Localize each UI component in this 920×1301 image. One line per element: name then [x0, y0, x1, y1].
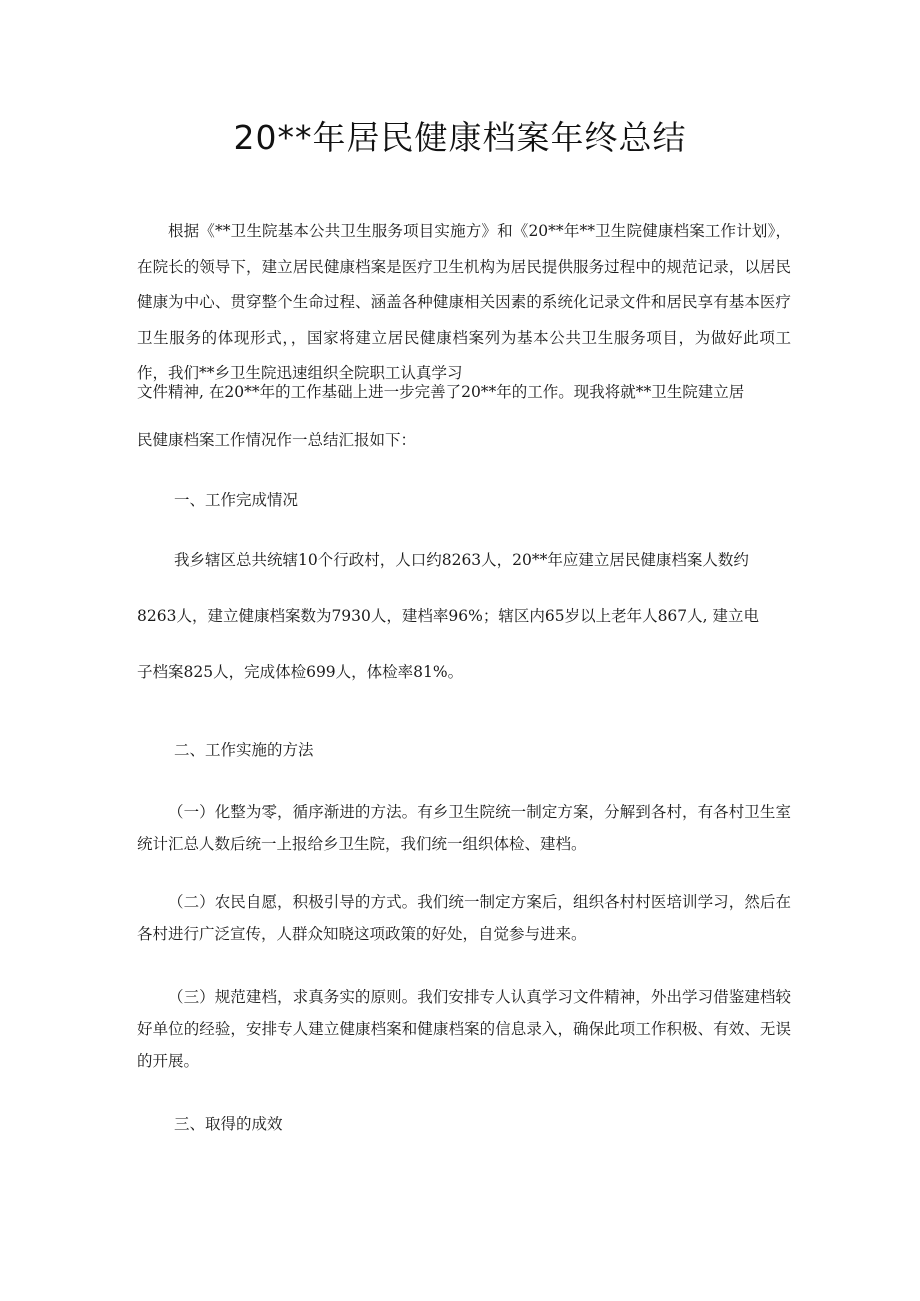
section-1-heading: 一、工作完成情况 [174, 491, 299, 509]
section-1-line-2: 8263人，建立健康档案数为7930人，建档率96%；辖区内65岁以上老年人867人, 建立电 [137, 607, 760, 625]
section-2-item-2 [137, 886, 791, 950]
section-3-heading: 三、取得的成效 [174, 1115, 283, 1133]
section-2-item-3 [137, 981, 791, 1077]
section-2-heading: 二、工作实施的方法 [174, 741, 314, 759]
document-title: 20**年居民健康档案年终总结 [233, 118, 687, 157]
section-2-item-2-text: （二）农民自愿，积极引导的方式。我们统一制定方案后，组织各村村医培训学习，然后在各村进行广泛宣传，人群众知晓这项政策的好处，自觉参与进来。 [137, 893, 791, 943]
intro-continuation-2: 民健康档案工作情况作一总结汇报如下： [137, 431, 417, 449]
intro-continuation-1: 文件精神, 在20**年的工作基础上进一步完善了20**年的工作。现我将就**卫生院建立居 [137, 383, 745, 401]
intro-text: 根据《**卫生院基本公共卫生服务项目实施方》和《20**年**卫生院健康档案工作计划》，在院长的领导下，建立居民健康档案是医疗卫生机构为居民提供服务过程中的规范记录，以居民健康为中心、贯穿整个生命过程、涵盖各种健康相关因素的系统化记录文件和居民享有基本医疗卫生服务的体现形式，，国家将建立居民健康档案列为基本公共卫生服务项目，为做好此项工作，我们**乡卫生院迅速组织全院职工认真学习 [137, 222, 791, 382]
intro-paragraph [137, 214, 791, 392]
section-2-item-3-text: （三）规范建档，求真务实的原则。我们安排专人认真学习文件精神，外出学习借鉴建档较好单位的经验，安排专人建立健康档案和健康档案的信息录入，确保此项工作积极、有效、无误的开展。 [137, 988, 791, 1070]
section-2-item-1-text: （一）化整为零，循序渐进的方法。有乡卫生院统一制定方案，分解到各村，有各村卫生室统计汇总人数后统一上报给乡卫生院，我们统一组织体检、建档。 [137, 803, 791, 853]
section-2-item-1 [137, 796, 791, 860]
section-1-line-1: 我乡辖区总共统辖10个行政村，人口约8263人，20**年应建立居民健康档案人数约 [174, 551, 749, 569]
section-1-line-3: 子档案825人，完成体检699人，体检率81%。 [137, 663, 464, 681]
